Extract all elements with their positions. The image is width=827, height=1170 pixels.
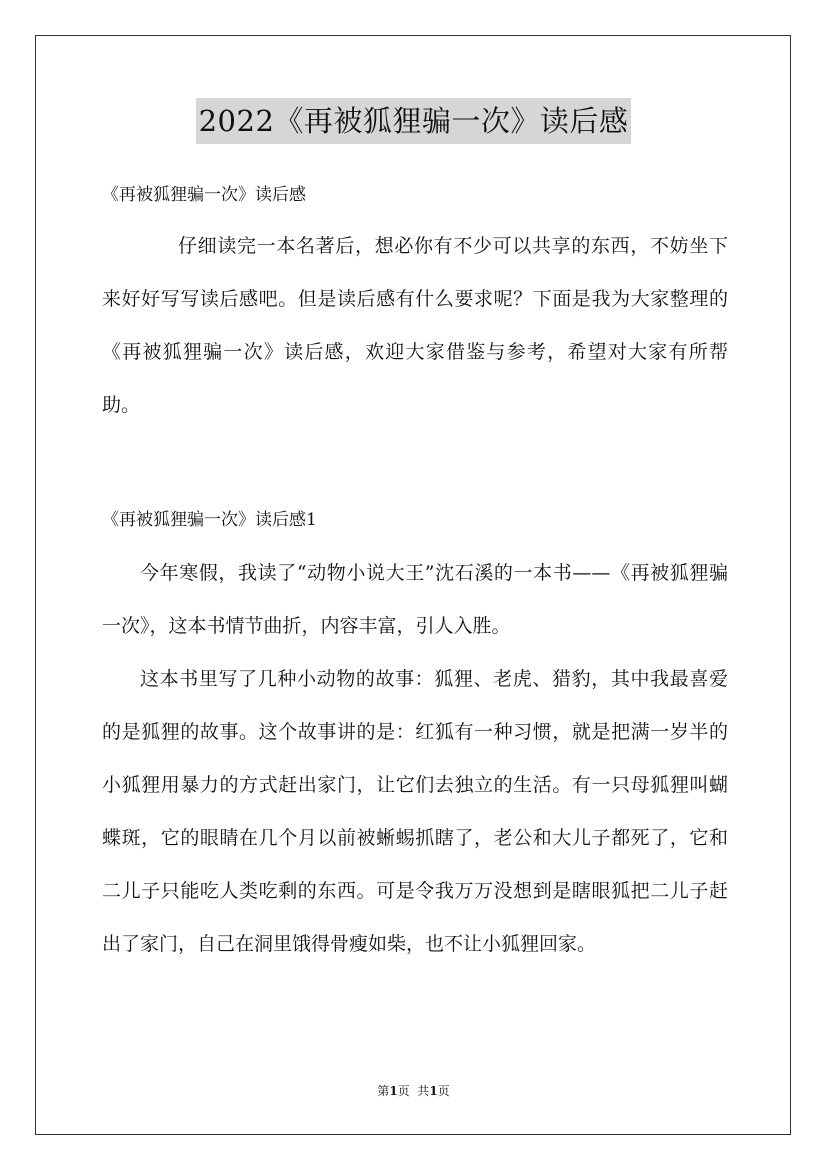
body-paragraph-1: 今年寒假，我读了“动物小说大王”沈石溪的一本书——《再被狐狸骗一次》，这本书情节曲折，内容丰富，引人入胜。 — [102, 562, 728, 637]
footer-prefix: 第 — [377, 1084, 390, 1098]
footer-middle: 页 共 — [397, 1084, 430, 1098]
page-footer — [0, 1082, 827, 1100]
document-subtitle: 《再被狐狸骗一次》读后感 — [102, 185, 306, 205]
footer-page-number: 1 — [389, 1084, 398, 1098]
title-container — [0, 98, 827, 144]
footer-total-pages: 1 — [429, 1084, 438, 1098]
section-heading: 《再被狐狸骗一次》读后感1 — [102, 510, 317, 530]
intro-paragraph: 仔细读完一本名著后，想必你有不少可以共享的东西，不妨坐下来好好写写读后感吧。但是读后感有什么要求呢？下面是我为大家整理的《再被狐狸骗一次》读后感，欢迎大家借鉴与参考，希望对大家有所帮助。 — [102, 235, 728, 416]
body-paragraph-2: 这本书里写了几种小动物的故事：狐狸、老虎、猎豹，其中我最喜爱的是狐狸的故事。这个故事讲的是：红狐有一种习惯，就是把满一岁半的小狐狸用暴力的方式赶出家门，让它们去独立的生活。有一只母狐狸叫蝴蝶斑，它的眼睛在几个月以前被蜥蜴抓瞎了，老公和大儿子都死了，它和二儿子只能吃人类吃剩的东西。可是令我万万没想到是瞎眼狐把二儿子赶出了家门，自己在洞里饿得骨瘦如柴，也不让小狐狸回家。 — [102, 668, 728, 955]
document-title: 2022《再被狐狸骗一次》读后感 — [196, 98, 632, 144]
footer-suffix: 页 — [437, 1084, 450, 1098]
